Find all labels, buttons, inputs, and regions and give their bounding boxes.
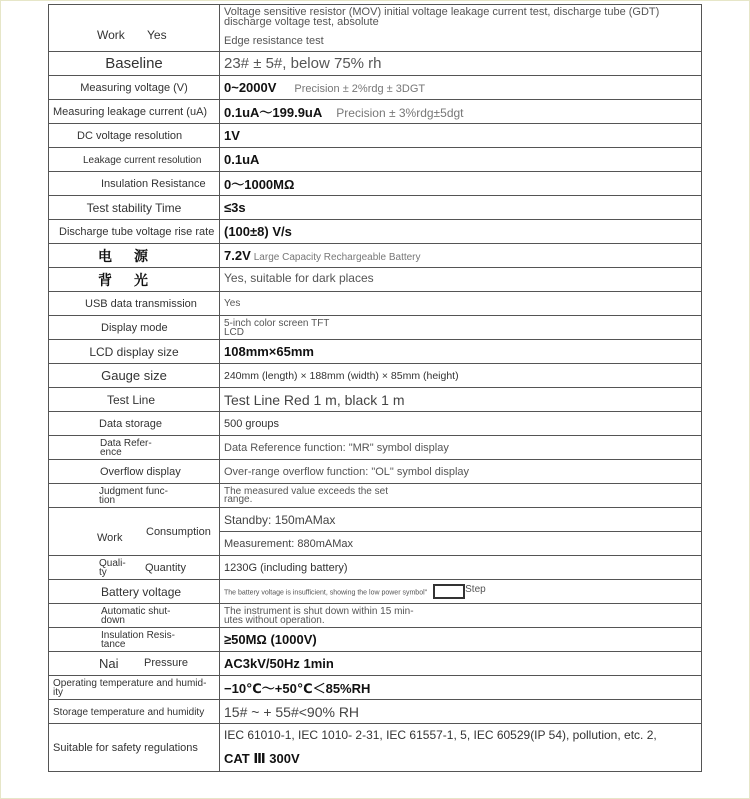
table-row [49, 148, 702, 172]
backlight-value: Yes, suitable for dark places [220, 268, 702, 292]
measuring-voltage-value: 0~2000V [224, 80, 277, 95]
insulation-res2-value: ≥50MΩ (1000V) [224, 632, 317, 647]
auto-shutdown-value-2: utes without operation. [224, 614, 325, 626]
stability-time-value: ≤3s [224, 200, 246, 215]
leakage-current-value: 0.1uA～199.9uA [224, 105, 323, 120]
table-row [49, 436, 702, 460]
measuring-voltage-precision: Precision ± 2%rdg ± 3DGT [294, 83, 426, 95]
judgment-label-2: tion [99, 494, 116, 506]
storage-temp-label: Storage temperature and humidity [53, 706, 205, 718]
table-row [49, 460, 702, 484]
safety-label: Suitable for safety regulations [53, 741, 198, 754]
judgment-value-2: range. [224, 493, 253, 505]
leakage-resolution-label: Leakage current resolution [83, 154, 202, 166]
pressure-label: Pressure [144, 657, 189, 669]
work-label: Work [97, 28, 125, 42]
table-row [49, 340, 702, 364]
data-reference-value: Data Reference function: "MR" symbol display [220, 436, 702, 460]
insulation-resistance-label: Insulation Resistance [101, 177, 206, 190]
work-desc-1: Voltage sensitive resistor (MOV) initial voltage leakage current test, discharge tube (GDT) discharge voltage test, absolute [224, 6, 660, 28]
data-storage-value: 500 groups [220, 412, 702, 436]
baseline-value: 23# ± 5#, below 75% rh [220, 52, 702, 76]
table-row [49, 196, 702, 220]
table-row [49, 700, 702, 724]
table-row [49, 724, 702, 772]
table-row [49, 580, 702, 604]
battery-icon [433, 584, 465, 599]
dc-resolution-label: DC voltage resolution [77, 129, 183, 142]
battery-voltage-label: Battery voltage [101, 584, 182, 599]
power-value: 7.2V [224, 248, 251, 263]
usb-label: USB data transmission [85, 297, 197, 310]
op-temp-value: −10℃～+50℃＜85%RH [224, 681, 371, 696]
test-line-value: Test Line Red 1 m, black 1 m [220, 388, 702, 412]
measurement-value: Measurement: 880mAMax [220, 532, 702, 556]
auto-shutdown-label-1: Automatic shut- [101, 605, 171, 617]
display-mode-value-2: LCD [224, 326, 245, 338]
rise-rate-value: (100±8) V/s [224, 224, 292, 239]
leakage-current-label: Measuring leakage current (uA) [53, 105, 208, 118]
table-row [49, 508, 702, 532]
quality-label-2: ty [99, 567, 107, 578]
gauge-size-label: Gauge size [101, 368, 167, 383]
op-temp-label-2: ity [53, 686, 63, 698]
table-row [49, 76, 702, 100]
safety-value-2: CAT Ⅲ 300V [224, 751, 300, 766]
backlight-label: 背光 [98, 271, 170, 288]
lcd-size-value: 108mm×65mm [224, 344, 314, 359]
table-row [49, 556, 702, 580]
dc-resolution-value: 1V [224, 128, 240, 143]
overflow-label: Overflow display [100, 465, 181, 478]
table-row [49, 676, 702, 700]
table-row [49, 292, 702, 316]
safety-value-1: IEC 61010-1, IEC 1010- 2-31, IEC 61557-1, 5, IEC 60529(IP 54), pollution, etc. 2, [224, 728, 657, 742]
consumption-label: Consumption [146, 526, 211, 538]
work-consumption-label: Work [97, 531, 123, 544]
data-reference-label-1: Data Refer- [100, 437, 152, 449]
usb-value: Yes [220, 292, 702, 316]
table-row [49, 388, 702, 412]
stability-time-label: Test stability Time [86, 200, 182, 215]
display-mode-value-1: 5-inch color screen TFT [224, 317, 330, 329]
storage-temp-value: 15# ~ + 55#<90% RH [220, 700, 702, 724]
table-row [49, 172, 702, 196]
lcd-size-label: LCD display size [89, 344, 179, 359]
data-storage-label: Data storage [99, 417, 162, 430]
table-row [49, 124, 702, 148]
table-row [49, 484, 702, 508]
table-row [49, 52, 702, 76]
table-row [49, 5, 702, 52]
insulation-res2-label-1: Insulation Resis- [101, 629, 175, 641]
auto-shutdown-label-2: down [101, 614, 125, 626]
table-row [49, 268, 702, 292]
table-row [49, 244, 702, 268]
overflow-value: Over-range overflow function: "OL" symbol display [220, 460, 702, 484]
work-value: Yes [147, 28, 167, 42]
gauge-size-value: 240mm (length) × 188mm (width) × 85mm (height) [220, 364, 702, 388]
pressure-value: AC3kV/50Hz 1min [224, 656, 334, 671]
judgment-label-1: Judgment func- [99, 485, 168, 497]
baseline-label: Baseline [105, 55, 163, 72]
quality-value: 1230G (including battery) [220, 556, 702, 580]
data-reference-label-2: ence [100, 446, 122, 458]
insulation-res2-label-2: tance [101, 638, 126, 650]
table-row [49, 100, 702, 124]
judgment-value-1: The measured value exceeds the set [224, 485, 388, 497]
test-line-label: Test Line [107, 392, 156, 407]
table-row [49, 412, 702, 436]
step-label: Step [465, 584, 486, 595]
leakage-resolution-value: 0.1uA [224, 152, 260, 167]
auto-shutdown-value-1: The instrument is shut down within 15 min- [224, 605, 414, 617]
power-note: Large Capacity Rechargeable Battery [253, 252, 421, 263]
op-temp-label-1: Operating temperature and humid- [53, 677, 207, 689]
table-row [49, 220, 702, 244]
insulation-resistance-value: 0～1000MΩ [224, 177, 295, 192]
standby-value: Standby: 150mAMax [220, 508, 702, 532]
table-row [49, 604, 702, 628]
quantity-label: Quantity [145, 562, 186, 574]
table-row [49, 364, 702, 388]
row-label [49, 5, 220, 52]
table-row [49, 652, 702, 676]
table-row [49, 316, 702, 340]
table-row [49, 628, 702, 652]
quality-label-1: Quali- [99, 558, 126, 569]
measuring-voltage-label: Measuring voltage (V) [80, 81, 188, 94]
spec-table [48, 4, 702, 772]
leakage-current-precision: Precision ± 3%rdg±5dgt [336, 106, 464, 120]
display-mode-label: Display mode [101, 321, 168, 334]
work-desc-2: Edge resistance test [224, 35, 324, 47]
rise-rate-label: Discharge tube voltage rise rate [59, 225, 215, 238]
power-label: 电源 [98, 247, 170, 264]
battery-voltage-value: The battery voltage is insufficient, showing the low power symbol" [224, 589, 428, 597]
nai-label: Nai [99, 656, 119, 671]
